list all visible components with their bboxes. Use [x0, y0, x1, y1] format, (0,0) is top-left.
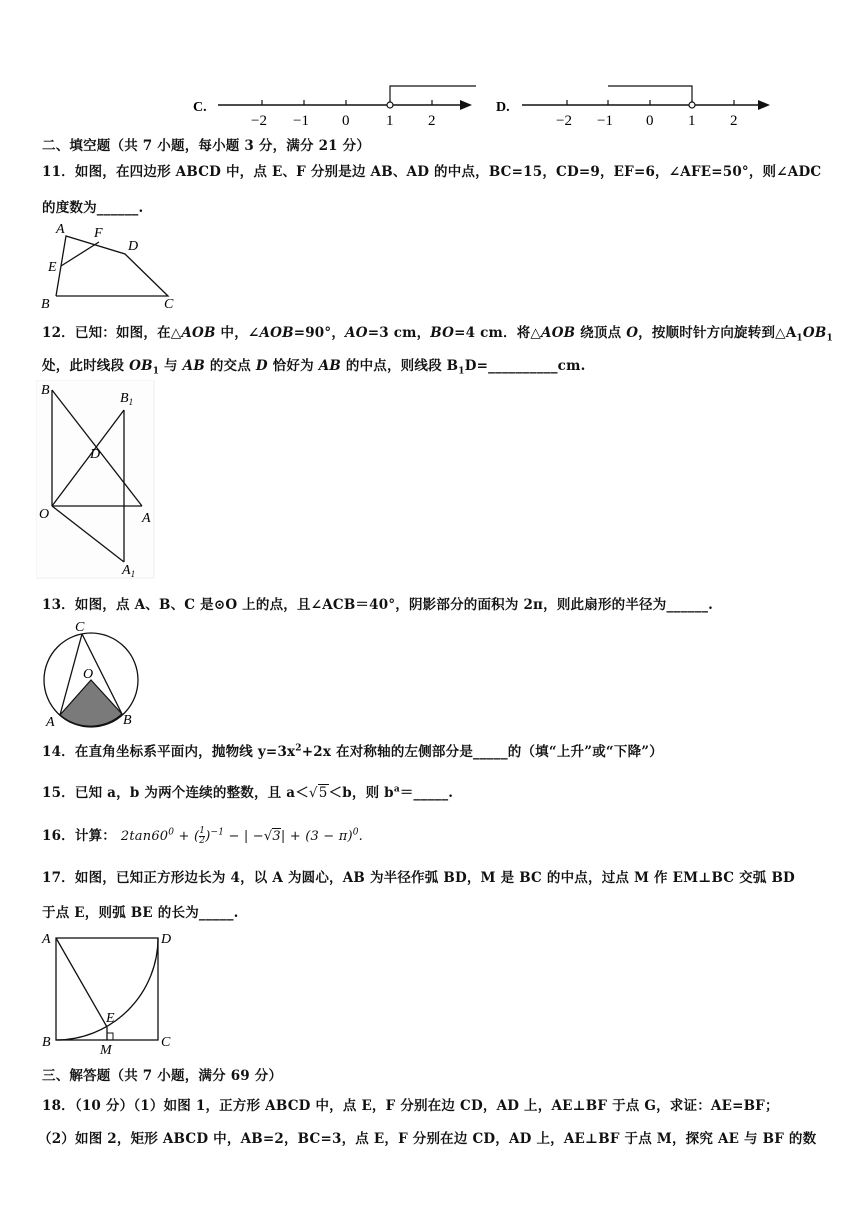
q12-label-b: B	[41, 383, 50, 398]
option-d-tick-label: 1	[688, 113, 696, 129]
option-c-tick-label: 1	[386, 113, 394, 129]
option-d-label: D.	[496, 100, 510, 115]
q11-label-a: A	[56, 222, 65, 237]
q18-line2: （2）如图 2，矩形 ABCD 中，AB=2，BC=3，点 E，F 分别在边 CD，AD 上，AE⊥BF 于点 M，探究 AE 与 BF 的数	[38, 1131, 817, 1147]
q17-line2: 于点 E，则弧 BE 的长为_____.	[42, 905, 239, 921]
q17-label-b: B	[42, 1035, 51, 1050]
q17-label-a: A	[42, 932, 51, 947]
q11-label-e: E	[48, 260, 57, 275]
q14-line: 14．在直角坐标系平面内，抛物线 $y=3x^2+2x$ 在对称轴的左侧部分是_____的（填“上升”或“下降”）	[42, 743, 663, 760]
q12-label-b1: $B_1$	[120, 391, 134, 407]
sqrt-icon: √	[263, 829, 273, 844]
q17-figure	[38, 928, 188, 1058]
q17-label-c: C	[161, 1035, 171, 1050]
section-3-heading: 三、解答题（共 7 小题，满分 69 分）	[42, 1068, 283, 1084]
q11-label-d: D	[128, 239, 139, 254]
option-c-tick-label: −2	[251, 113, 267, 129]
q11-label-c: C	[164, 297, 174, 312]
q11-label-b: B	[41, 297, 50, 312]
q12-label-d: D	[90, 447, 101, 462]
q12-label-o: O	[39, 507, 50, 522]
q13-line1: 13．如图，点 A、B、C 是⊙O 上的点，且∠ACB＝40°，阴影部分的面积为 2π，则此扇形的半径为______.	[42, 597, 714, 613]
option-c-tick-label: 0	[342, 113, 350, 129]
option-d-tick-label: 0	[646, 113, 654, 129]
q12-line2: 处，此时线段 $OB_1$ 与 AB 的交点 D 恰好为 AB 的中点，则线段 $B_1D=\_\_\_\_\_\_\_\_\_\_cm$.	[42, 358, 586, 377]
q12-line1: 12．已知：如图，在△AOB 中，∠AOB=90°，AO=3 cm，BO=4 cm．将△AOB 绕顶点 O，按顺时针方向旋转到$\triangle A_1OB_1$	[42, 325, 833, 344]
option-d-arrow-icon	[758, 100, 770, 110]
q17-segment-ae	[56, 938, 107, 1027]
q13-label-b: B	[123, 713, 132, 728]
option-d-tick-label: 2	[730, 113, 738, 129]
q11-figure	[36, 220, 186, 312]
q17-label-m: M	[100, 1043, 112, 1058]
q12-label-a: A	[142, 511, 151, 526]
q13-shaded-sector	[60, 680, 122, 726]
q11-label-f: F	[94, 226, 103, 241]
option-c-tick-label: −1	[293, 113, 309, 129]
option-d-tick-label: −1	[597, 113, 613, 129]
option-c-open-point	[387, 102, 393, 108]
q13-label-o: O	[83, 667, 94, 682]
q18-line1: 18．（10 分）（1）如图 1，正方形 ABCD 中，点 E，F 分别在边 CD，AD 上，AE⊥BF 于点 G，求证：AE=BF；	[42, 1098, 779, 1114]
number-line-options	[0, 70, 868, 132]
q13-label-a: A	[46, 715, 55, 730]
option-c-arrow-icon	[460, 100, 472, 110]
option-d-open-point	[689, 102, 695, 108]
q17-right-angle-mark	[107, 1033, 113, 1040]
option-c-tick-label: 2	[428, 113, 436, 129]
q17-line1: 17．如图，已知正方形边长为 4，以 A 为圆心，AB 为半径作弧 BD，M 是 BC 的中点，过点 M 作 EM⊥BC 交弧 BD	[42, 870, 795, 886]
q11-line2: 的度数为______.	[42, 200, 144, 216]
q13-label-c: C	[75, 620, 85, 635]
q11-line1: 11．如图，在四边形 ABCD 中，点 E、F 分别是边 AB、AD 的中点，BC=15，CD=9，EF=6，∠AFE=50°，则∠ADC	[42, 164, 822, 180]
option-c-label: C.	[193, 100, 207, 115]
q16-expression: $2\tan 60^0$ + ( $\frac{1}{2}$ )$^{-1}$ − | $-√3| + (3 - \pi)^0$.	[120, 826, 364, 846]
q11-segment-ef	[61, 242, 99, 266]
q17-label-e: E	[106, 1011, 115, 1026]
q16-line: 16．计算： $2\tan 60^0$ + ( $\frac{1}{2}$ )$^{-1}$ − | $-√3| + (3 - \pi)^0$.	[42, 826, 364, 846]
q12-figure	[36, 380, 156, 580]
q13-figure	[40, 618, 150, 730]
q12-label-a1: $A_1$	[122, 563, 136, 579]
option-d-tick-label: −2	[556, 113, 572, 129]
q15-line: 15．已知 a，b 为两个连续的整数，且 a＜√5＜b，则 $b^a=\_\_\_\_\_$.	[42, 784, 454, 801]
sqrt-icon: √	[308, 785, 318, 801]
q11-quadrilateral	[56, 236, 168, 296]
section-2-heading: 二、填空题（共 7 小题，每小题 3 分，满分 21 分）	[42, 138, 371, 154]
q17-label-d: D	[161, 932, 172, 947]
